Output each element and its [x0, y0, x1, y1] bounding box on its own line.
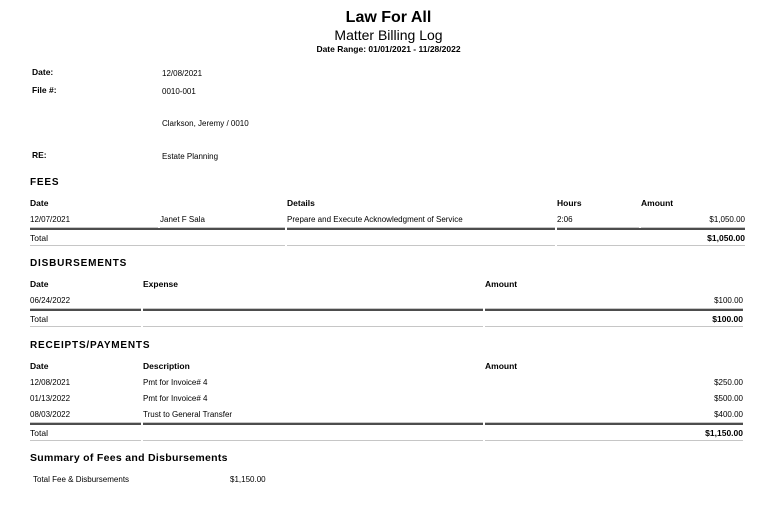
fees-total-row	[30, 228, 745, 246]
receipts-row-amount: $500.00	[714, 393, 743, 403]
fees-row-amount: $1,050.00	[641, 211, 745, 228]
receipts-section-heading: RECEIPTS/PAYMENTS	[30, 340, 151, 351]
disbursements-total-label: Total	[30, 309, 141, 327]
date-label: Date:	[32, 67, 54, 77]
report-title: Matter Billing Log	[334, 27, 443, 43]
receipts-col-date: Date	[30, 360, 49, 371]
receipts-total-label: Total	[30, 423, 141, 441]
summary-heading: Summary of Fees and Disbursements	[30, 452, 228, 464]
fees-row-date: 12/07/2021	[30, 211, 158, 228]
receipts-table-row	[30, 406, 743, 423]
disbursements-table	[28, 275, 745, 327]
receipts-row-date: 08/03/2022	[30, 406, 141, 423]
receipts-table-row	[30, 390, 743, 406]
receipts-table	[28, 357, 745, 441]
file-number-label: File #:	[32, 85, 57, 95]
disbursements-table-row	[30, 292, 743, 309]
fees-total-spacer	[287, 228, 555, 246]
disbursements-col-expense: Expense	[143, 278, 178, 289]
receipts-row-amount: $250.00	[714, 377, 743, 387]
fees-row-name: Janet F Sala	[160, 211, 285, 228]
disbursements-row-expense	[143, 292, 483, 309]
disbursements-total-spacer	[143, 309, 483, 327]
info-row-re	[32, 149, 777, 163]
fees-header-row	[30, 194, 745, 211]
receipts-total-amount: $1,150.00	[485, 423, 743, 441]
fees-col-details: Details	[287, 197, 315, 208]
disbursements-total-amount: $100.00	[485, 309, 743, 327]
receipts-col-description: Description	[143, 360, 190, 371]
file-number-value: 0010-001	[162, 87, 196, 96]
disbursements-total-row	[30, 309, 743, 327]
info-row-file	[32, 84, 777, 98]
disbursements-col-amount: Amount	[485, 278, 518, 289]
summary-total-row	[33, 472, 777, 485]
fees-row-details: Prepare and Execute Acknowledgment of Service	[287, 211, 555, 228]
re-label: RE:	[32, 150, 47, 160]
fees-table-row	[30, 211, 745, 228]
fees-total-amount: $1,050.00	[557, 228, 745, 246]
fees-col-name	[160, 194, 285, 211]
receipts-row-date: 01/13/2022	[30, 393, 71, 403]
fees-section-heading: FEES	[30, 177, 60, 188]
info-row-date	[32, 66, 777, 80]
disbursements-row-date: 06/24/2022	[30, 292, 141, 309]
receipts-total-spacer	[143, 423, 483, 441]
receipts-table-row	[30, 374, 743, 390]
receipts-row-description: Pmt for Invoice# 4	[143, 377, 208, 387]
firm-name: Law For All	[345, 9, 432, 26]
fees-col-amount: Amount	[641, 197, 674, 208]
receipts-row-amount: $400.00	[485, 406, 743, 423]
date-value: 12/08/2021	[162, 69, 203, 78]
receipts-row-description: Trust to General Transfer	[143, 406, 483, 423]
disbursements-header-row	[30, 275, 743, 292]
receipts-total-row	[30, 423, 743, 441]
re-value: Estate Planning	[162, 152, 219, 161]
report-header	[0, 0, 777, 55]
date-range: Date Range: 01/01/2021 - 11/28/2022	[316, 44, 461, 54]
client-value: Clarkson, Jeremy / 0010	[162, 119, 249, 128]
receipts-col-amount: Amount	[485, 360, 518, 371]
disbursements-section-heading: DISBURSEMENTS	[30, 258, 128, 269]
receipts-row-date: 12/08/2021	[30, 377, 71, 387]
matter-info	[32, 66, 777, 163]
disbursements-col-date: Date	[30, 278, 49, 289]
fees-table	[28, 194, 747, 246]
info-row-client	[32, 116, 777, 130]
receipts-header-row	[30, 357, 743, 374]
fees-row-hours: 2:06	[557, 211, 639, 228]
fees-total-label: Total	[30, 228, 285, 246]
disbursements-row-amount: $100.00	[485, 292, 743, 309]
receipts-row-description: Pmt for Invoice# 4	[143, 393, 208, 403]
summary-total-label: Total Fee & Disbursements	[33, 475, 130, 484]
summary-total-value: $1,150.00	[230, 475, 266, 484]
fees-col-hours: Hours	[557, 197, 582, 208]
fees-col-date: Date	[30, 197, 49, 208]
